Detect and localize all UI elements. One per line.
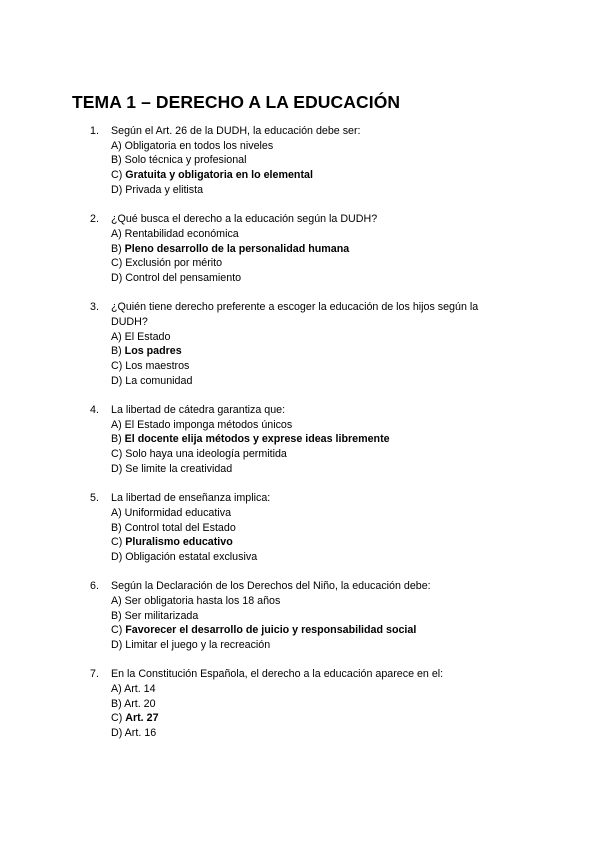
option-a — [111, 594, 600, 609]
option-b — [111, 521, 600, 536]
option-text: Los maestros — [125, 360, 190, 373]
option-d — [111, 462, 600, 477]
question-text: ¿Qué busca el derecho a la educación según la DUDH? — [111, 213, 378, 226]
option-c — [111, 359, 600, 374]
question-number: 7. — [90, 668, 99, 681]
option-letter: D) — [111, 183, 126, 196]
question-text: En la Constitución Española, el derecho a la educación aparece en el: — [111, 668, 444, 681]
question-4 — [0, 403, 600, 477]
question-text: ¿Quién tiene derecho preferente a escoger la educación de los hijos según la DUDH? — [111, 301, 479, 328]
option-text: Ser militarizada — [124, 609, 199, 622]
option-letter: C) — [111, 448, 126, 461]
page-title: TEMA 1 – DERECHO A LA EDUCACIÓN — [72, 92, 401, 112]
option-letter: B) — [111, 697, 125, 710]
question-number: 1. — [90, 125, 99, 137]
option-text: El Estado — [124, 330, 171, 343]
question-text: Según el Art. 26 de la DUDH, la educación debe ser: — [111, 125, 361, 137]
option-a — [111, 139, 600, 154]
option-d — [111, 550, 600, 565]
option-letter: C) — [111, 257, 126, 270]
option-text: Art. 14 — [124, 683, 156, 696]
option-b — [111, 153, 600, 168]
question-text: Según la Declaración de los Derechos del Niño, la educación debe: — [111, 580, 431, 593]
option-text: Los padres — [124, 345, 182, 358]
option-text: Obligación estatal exclusiva — [125, 550, 258, 563]
option-letter: C) — [111, 624, 126, 637]
option-text: Exclusión por mérito — [125, 257, 223, 270]
option-text: Obligatoria en todos los niveles — [124, 139, 274, 152]
option-letter: D) — [111, 374, 126, 387]
option-b — [111, 609, 600, 624]
question-text: La libertad de cátedra garantiza que: — [111, 404, 286, 417]
option-text: Se limite la creatividad — [125, 462, 233, 475]
question-number: 6. — [90, 580, 99, 593]
option-text: El docente elija métodos y exprese ideas libremente — [124, 433, 390, 446]
option-b-correct — [111, 344, 600, 359]
question-number: 3. — [90, 301, 99, 314]
question-5 — [0, 491, 600, 565]
option-letter: C) — [111, 536, 126, 549]
option-text: Rentabilidad económica — [124, 227, 239, 240]
option-text: Limitar el juego y la recreación — [125, 639, 271, 652]
option-letter: A) — [111, 594, 125, 607]
option-letter: A) — [111, 139, 125, 152]
option-a — [111, 227, 600, 242]
question-7 — [0, 667, 600, 741]
option-letter: A) — [111, 330, 125, 343]
option-text: Art. 20 — [124, 697, 156, 710]
question-6 — [0, 579, 600, 653]
option-d — [111, 271, 600, 286]
option-text: Solo haya una ideología permitida — [125, 448, 287, 461]
option-letter: C) — [111, 360, 126, 373]
option-letter: A) — [111, 683, 125, 696]
option-a — [111, 506, 600, 521]
question-number: 4. — [90, 404, 99, 417]
option-d — [111, 638, 600, 653]
question-1 — [0, 124, 600, 198]
option-letter: B) — [111, 433, 125, 446]
option-letter: B) — [111, 345, 125, 358]
option-c — [111, 256, 600, 271]
option-a — [111, 418, 600, 433]
option-text: Pleno desarrollo de la personalidad humana — [124, 242, 350, 255]
option-text: Control total del Estado — [124, 521, 236, 534]
question-number: 5. — [90, 492, 99, 505]
option-a — [111, 682, 600, 697]
option-c — [111, 447, 600, 462]
option-text: Gratuita y obligatoria en lo elemental — [125, 169, 313, 182]
option-a — [111, 330, 600, 345]
option-text: Favorecer el desarrollo de juicio y responsabilidad social — [125, 624, 417, 637]
option-c-correct — [111, 711, 600, 726]
option-text: Pluralismo educativo — [125, 536, 233, 549]
option-letter: B) — [111, 154, 125, 167]
option-c-correct — [111, 623, 600, 638]
option-letter: C) — [111, 169, 126, 182]
option-b-correct — [111, 432, 600, 447]
option-letter: D) — [111, 271, 126, 284]
option-d — [111, 374, 600, 389]
option-text: El Estado imponga métodos únicos — [124, 418, 293, 431]
question-2 — [0, 212, 600, 286]
question-3 — [0, 300, 600, 388]
option-text: Uniformidad educativa — [124, 506, 232, 519]
option-letter: D) — [111, 727, 125, 740]
option-b-correct — [111, 242, 600, 257]
option-letter: D) — [111, 639, 126, 652]
option-c-correct — [111, 168, 600, 183]
question-list — [0, 124, 600, 755]
option-text: Ser obligatoria hasta los 18 años — [124, 594, 281, 607]
option-letter: B) — [111, 609, 125, 622]
option-letter: B) — [111, 242, 125, 255]
option-text: Art. 16 — [124, 727, 157, 740]
option-text: Control del pensamiento — [125, 271, 242, 284]
option-letter: D) — [111, 462, 126, 475]
option-letter: C) — [111, 712, 126, 725]
option-d — [111, 726, 600, 741]
option-letter: A) — [111, 506, 125, 519]
option-text: Privada y elitista — [125, 183, 204, 196]
option-text: Art. 27 — [125, 712, 159, 725]
option-letter: A) — [111, 418, 125, 431]
option-letter: A) — [111, 227, 125, 240]
option-c-correct — [111, 535, 600, 550]
option-letter: B) — [111, 521, 125, 534]
option-text: La comunidad — [125, 374, 193, 387]
question-text: La libertad de enseñanza implica: — [111, 492, 271, 505]
option-letter: D) — [111, 550, 126, 563]
option-b — [111, 697, 600, 712]
option-text: Solo técnica y profesional — [124, 154, 247, 167]
question-number: 2. — [90, 213, 99, 226]
option-d — [111, 183, 600, 198]
